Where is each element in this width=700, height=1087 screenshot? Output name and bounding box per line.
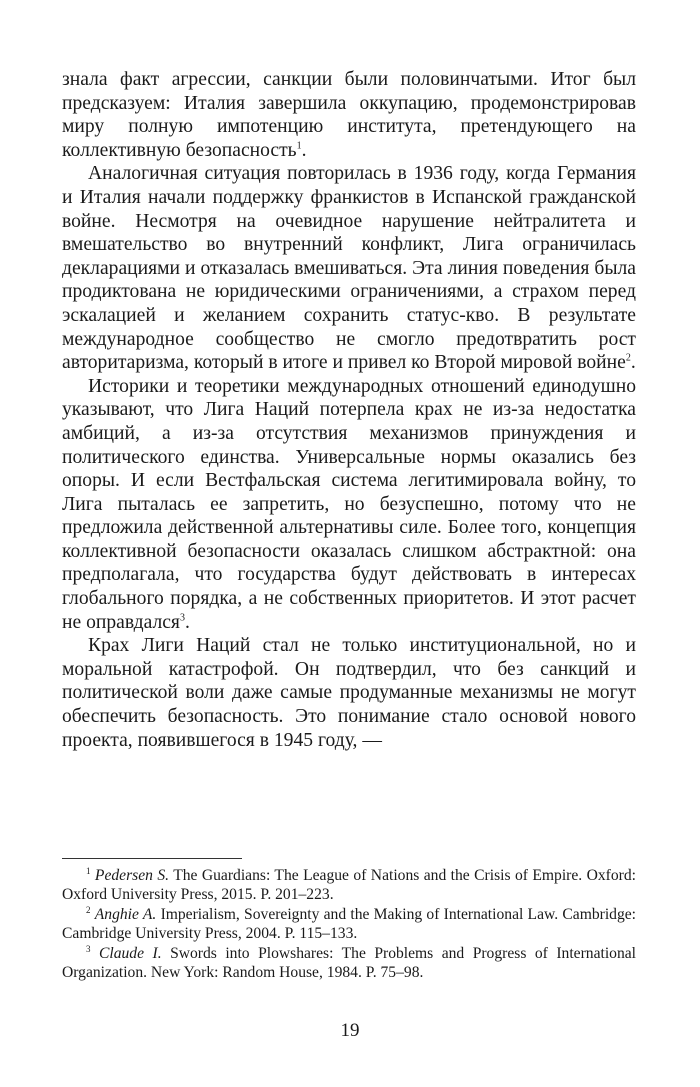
footnote-text: Imperialism, Sovereignty and the Making of International Law. Cambridge: Cambridge University Press, 2004. P. 115–133. — [62, 905, 637, 943]
paragraph-2: Аналогичная ситуация повторилась в 1936 году, когда Германия и Италия начали поддержку франкистов в Испанской гражданской войне. Несмотря на очевидное нарушение нейтралитета и вмешательство во внутренний конфликт, Лига ограничилась декларациями и отказалась вмешиваться. Эта линия поведения была продиктована не юридическими ограничениями, а страхом перед эскалацией и желанием сохранить статус-кво. В результате международное сообщество не смогло предотвратить рост авторитаризма, который в итоге и привел ко Второй мировой войне$^2$. — [62, 163, 636, 374]
footnote-number: 3 — [86, 943, 91, 954]
footnote-2 — [62, 905, 636, 944]
footnote-3 — [62, 944, 636, 983]
paragraph-4: Крах Лиги Наций стал не только институциональной, но и моральной катастрофой. Он подтвердил, что без санкций и политической воли даже самые продуманные механизмы не могут обеспечить безопасность. Это понимание стало основой нового проекта, появившегося в 1945 году, — — [62, 635, 636, 751]
footnote-text: Swords into Plowshares: The Problems and Progress of International Organization. New York: Random House, 1984. P. 75–98. — [62, 944, 636, 982]
footnotes — [62, 866, 636, 982]
footnote-author: Claude I. — [98, 944, 162, 962]
paragraph-3: Историки и теоретики международных отношений единодушно указывают, что Лига Наций потерпела крах не из-за недостатка амбиций, а из-за отсутствия механизмов принуждения и политического единства. Универсальные нормы оказались без опоры. И если Вестфальская система легитимировала войну, то Лига пыталась ее запретить, но безуспешно, потому что не предложила действенной альтернативы силе. Более того, концепция коллективной безопасности оказалась слишком абстрактной: она предполагала, что государства будут действовать в интересах глобального порядка, а не собственных приоритетов. И этот расчет не оправдался$^3$. — [62, 375, 636, 633]
main-text — [62, 68, 636, 752]
footnote-divider — [62, 858, 242, 859]
page-number: 19 — [340, 1020, 360, 1041]
footnote-number: 2 — [86, 904, 91, 915]
footnote-1 — [62, 866, 636, 905]
footnote-author: Pedersen S. — [94, 867, 170, 884]
footnote-author: Anghie A. — [94, 905, 157, 923]
paragraph-1: знала факт агрессии, санкции были половинчатыми. Итог был предсказуем: Италия завершила оккупацию, продемонстрировав миру полную импотенцию института, претендующего на коллективную безопасность$^1$. — [62, 69, 636, 161]
footnote-text: The Guardians: The League of Nations and the Crisis of Empire. Oxford: Oxford University Press, 2015. P. 201–223. — [62, 867, 636, 904]
footnote-ref-1[interactable]: 1 — [296, 140, 302, 152]
footnote-ref-2[interactable]: 2 — [625, 352, 631, 364]
footnote-number: 1 — [86, 865, 91, 876]
footnote-ref-3[interactable]: 3 — [179, 612, 185, 624]
